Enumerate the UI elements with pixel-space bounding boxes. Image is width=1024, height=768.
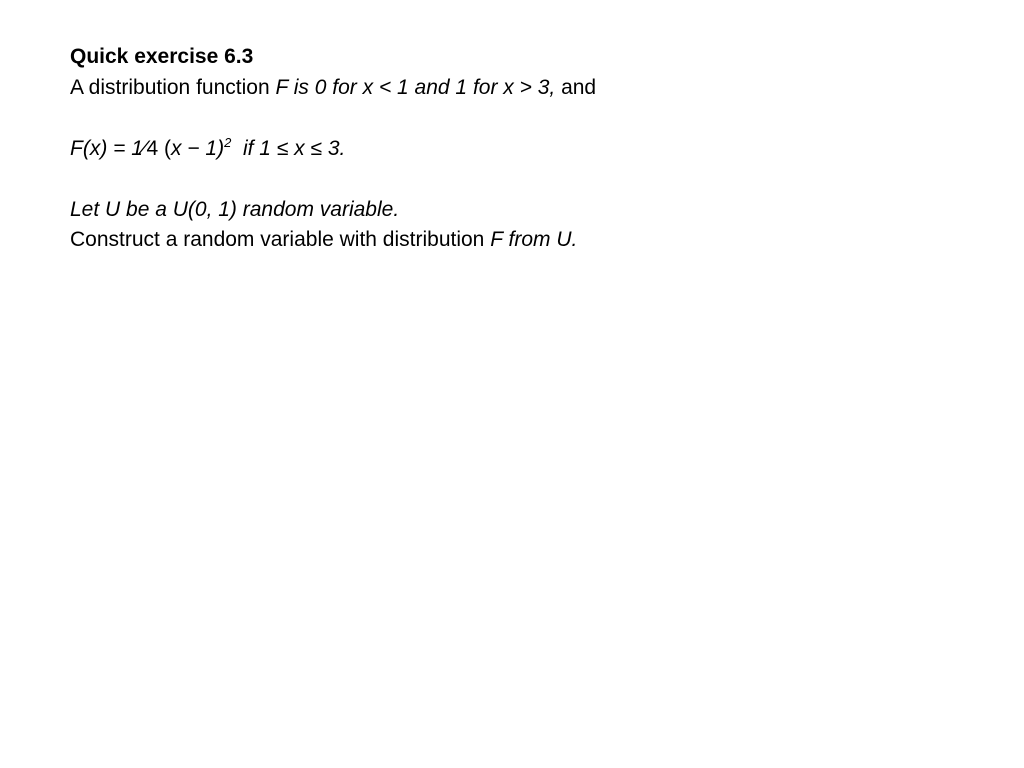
formula-denominator: 4 [146,136,159,160]
formula-lhs: F(x) = 1⁄ [70,136,147,160]
formula-line [70,134,970,165]
construct-line [70,225,970,256]
formula-expression: x − 1) [170,136,225,160]
formula-open-paren: ( [158,136,171,160]
construct-italic: F from U. [490,228,578,251]
formula-condition: if 1 ≤ x ≤ 3. [231,136,346,160]
definition-suffix: and [555,75,597,99]
spacer [70,103,970,134]
spacer [70,164,970,195]
definition-line [70,73,970,104]
let-line: Let U be a U(0, 1) random variable. [70,197,400,221]
exercise-title: Quick exercise 6.3 [70,45,254,68]
formula-exponent: 2 [224,134,232,150]
definition-prefix: A distribution function [70,75,276,99]
slide-content [70,42,970,256]
construct-prefix: Construct a random variable with distribution [70,228,491,251]
definition-italic: F is 0 for x < 1 and 1 for x > 3, [275,75,556,99]
